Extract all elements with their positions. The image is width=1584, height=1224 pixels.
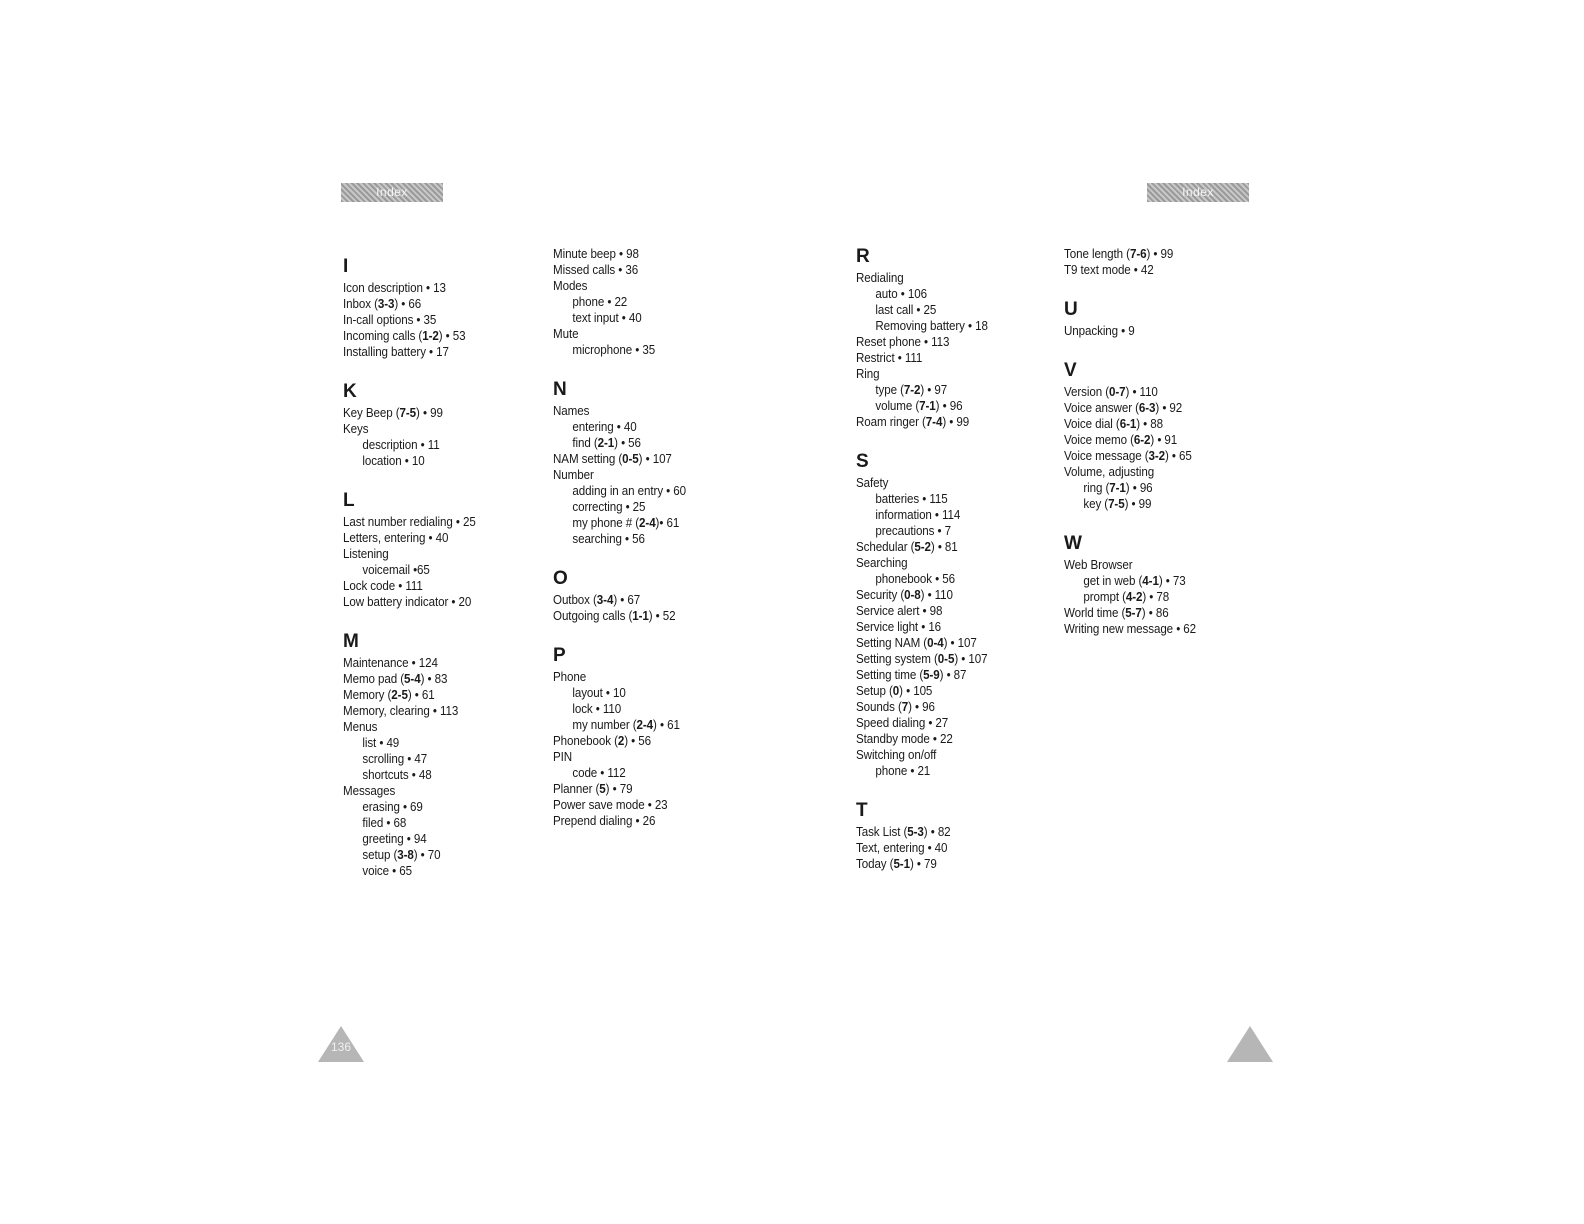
index-entry: Last number redialing • 25	[343, 514, 476, 529]
index-section-letter: V	[1064, 360, 1077, 381]
index-entry: Tone length (7-6) • 99	[1064, 246, 1174, 261]
index-entry: In-call options • 35	[343, 312, 437, 327]
index-entry: Memory (2-5) • 61	[343, 687, 435, 702]
index-subentry: Removing battery • 18	[875, 318, 988, 333]
index-subentry: correcting • 25	[572, 499, 646, 514]
index-entry: Lock code • 111	[343, 578, 423, 593]
index-entry: Outgoing calls (1-1) • 52	[553, 608, 676, 623]
index-subentry: prompt (4-2) • 78	[1083, 589, 1170, 604]
index-entry: World time (5-7) • 86	[1064, 605, 1169, 620]
index-subentry: my phone # (2-4)• 61	[572, 515, 680, 530]
page-number-left: 136	[331, 1040, 352, 1054]
index-section-letter: T	[856, 800, 868, 821]
index-entry: Task List (5-3) • 82	[856, 824, 951, 839]
index-entry: Switching on/off	[856, 747, 937, 762]
index-entry: Prepend dialing • 26	[553, 813, 656, 828]
index-subentry: greeting • 94	[362, 831, 427, 846]
index-entry: NAM setting (0-5) • 107	[553, 451, 672, 466]
index-subentry: find (2-1) • 56	[572, 435, 641, 450]
index-entry: Power save mode • 23	[553, 797, 668, 812]
index-subentry: list • 49	[362, 735, 400, 750]
index-entry: Installing battery • 17	[343, 344, 449, 359]
index-entry: Roam ringer (7-4) • 99	[856, 414, 970, 429]
index-entry: Version (0-7) • 110	[1064, 384, 1158, 399]
index-subentry: phonebook • 56	[875, 571, 955, 586]
index-subentry: layout • 10	[572, 685, 626, 700]
index-subentry: filed • 68	[362, 815, 407, 830]
index-subentry: scrolling • 47	[362, 751, 428, 766]
index-entry: Listening	[343, 546, 389, 561]
index-subentry: key (7-5) • 99	[1083, 496, 1152, 511]
index-section-letter: I	[343, 256, 349, 277]
index-entry: Sounds (7) • 96	[856, 699, 935, 714]
index-section-letter: O	[553, 568, 568, 589]
index-subentry: phone • 21	[875, 763, 931, 778]
index-subentry: auto • 106	[875, 286, 927, 301]
index-entry: Phone	[553, 669, 587, 684]
index-subentry: precautions • 7	[875, 523, 952, 538]
index-section-letter: P	[553, 645, 566, 666]
index-section-letter: M	[343, 631, 359, 652]
index-entry: Letters, entering • 40	[343, 530, 449, 545]
index-section-letter: S	[856, 451, 869, 472]
index-entry: Mute	[553, 326, 579, 341]
index-entry: Safety	[856, 475, 889, 490]
index-entry: Security (0-8) • 110	[856, 587, 953, 602]
index-entry: Maintenance • 124	[343, 655, 438, 670]
index-subentry: my number (2-4) • 61	[572, 717, 680, 732]
index-entry: Service light • 16	[856, 619, 942, 634]
index-entry: Schedular (5-2) • 81	[856, 539, 958, 554]
index-entry: Speed dialing • 27	[856, 715, 949, 730]
index-section-letter: K	[343, 381, 357, 402]
index-entry: Memory, clearing • 113	[343, 703, 459, 718]
index-subentry: searching • 56	[572, 531, 645, 546]
index-subentry: phone • 22	[572, 294, 628, 309]
index-subentry: location • 10	[362, 453, 425, 468]
index-subentry: voicemail •65	[362, 562, 430, 577]
index-subentry: get in web (4-1) • 73	[1083, 573, 1186, 588]
index-entry: Number	[553, 467, 594, 482]
index-entry: Text, entering • 40	[856, 840, 948, 855]
index-subentry: last call • 25	[875, 302, 937, 317]
index-subentry: information • 114	[875, 507, 961, 522]
index-entry: Ring	[856, 366, 880, 381]
index-entry: Setting NAM (0-4) • 107	[856, 635, 977, 650]
page-marker-right-icon	[1227, 1026, 1273, 1062]
index-section-letter: W	[1064, 533, 1082, 554]
index-subentry: lock • 110	[572, 701, 622, 716]
index-entry: PIN	[553, 749, 573, 764]
index-entry: Messages	[343, 783, 396, 798]
index-entry: Keys	[343, 421, 369, 436]
index-subentry: voice • 65	[362, 863, 412, 878]
index-entry: Planner (5) • 79	[553, 781, 633, 796]
index-entry: Redialing	[856, 270, 904, 285]
index-entry: Reset phone • 113	[856, 334, 950, 349]
index-entry: Memo pad (5-4) • 83	[343, 671, 448, 686]
index-entry: Setting time (5-9) • 87	[856, 667, 967, 682]
index-entry: Menus	[343, 719, 378, 734]
index-section-letter: U	[1064, 299, 1078, 320]
index-entry: Restrict • 111	[856, 350, 923, 365]
index-subentry: shortcuts • 48	[362, 767, 432, 782]
index-subentry: setup (3-8) • 70	[362, 847, 441, 862]
index-section-letter: N	[553, 379, 567, 400]
index-entry: Setting system (0-5) • 107	[856, 651, 988, 666]
index-subentry: description • 11	[362, 437, 440, 452]
index-subentry: type (7-2) • 97	[875, 382, 948, 397]
index-entry: Standby mode • 22	[856, 731, 953, 746]
index-entry: Service alert • 98	[856, 603, 943, 618]
index-entry: Searching	[856, 555, 908, 570]
index-subentry: code • 112	[572, 765, 626, 780]
index-entry: Low battery indicator • 20	[343, 594, 472, 609]
index-subentry: text input • 40	[572, 310, 642, 325]
index-entry: T9 text mode • 42	[1064, 262, 1154, 277]
header-tab-left: Index	[341, 183, 443, 202]
index-entry: Web Browser	[1064, 557, 1133, 572]
index-subentry: batteries • 115	[875, 491, 948, 506]
index-entry: Icon description • 13	[343, 280, 446, 295]
index-entry: Voice message (3-2) • 65	[1064, 448, 1192, 463]
index-subentry: microphone • 35	[572, 342, 656, 357]
index-entry: Incoming calls (1-2) • 53	[343, 328, 466, 343]
index-entry: Voice dial (6-1) • 88	[1064, 416, 1163, 431]
index-section-letter: R	[856, 246, 870, 267]
index-subentry: volume (7-1) • 96	[875, 398, 963, 413]
index-entry: Today (5-1) • 79	[856, 856, 937, 871]
index-entry: Voice answer (6-3) • 92	[1064, 400, 1183, 415]
index-subentry: adding in an entry • 60	[572, 483, 687, 498]
index-entry: Names	[553, 403, 590, 418]
index-subentry: ring (7-1) • 96	[1083, 480, 1153, 495]
index-entry: Setup (0) • 105	[856, 683, 933, 698]
index-entry: Missed calls • 36	[553, 262, 639, 277]
index-entry: Inbox (3-3) • 66	[343, 296, 422, 311]
index-entry: Outbox (3-4) • 67	[553, 592, 641, 607]
index-entry: Volume, adjusting	[1064, 464, 1155, 479]
index-subentry: erasing • 69	[362, 799, 423, 814]
index-entry: Writing new message • 62	[1064, 621, 1197, 636]
index-entry: Phonebook (2) • 56	[553, 733, 651, 748]
index-subentry: entering • 40	[572, 419, 637, 434]
index-entry: Voice memo (6-2) • 91	[1064, 432, 1178, 447]
index-entry: Modes	[553, 278, 588, 293]
index-entry: Unpacking • 9	[1064, 323, 1135, 338]
index-entry: Minute beep • 98	[553, 246, 639, 261]
index-entry: Key Beep (7-5) • 99	[343, 405, 443, 420]
header-tab-right: Index	[1147, 183, 1249, 202]
index-section-letter: L	[343, 490, 355, 511]
